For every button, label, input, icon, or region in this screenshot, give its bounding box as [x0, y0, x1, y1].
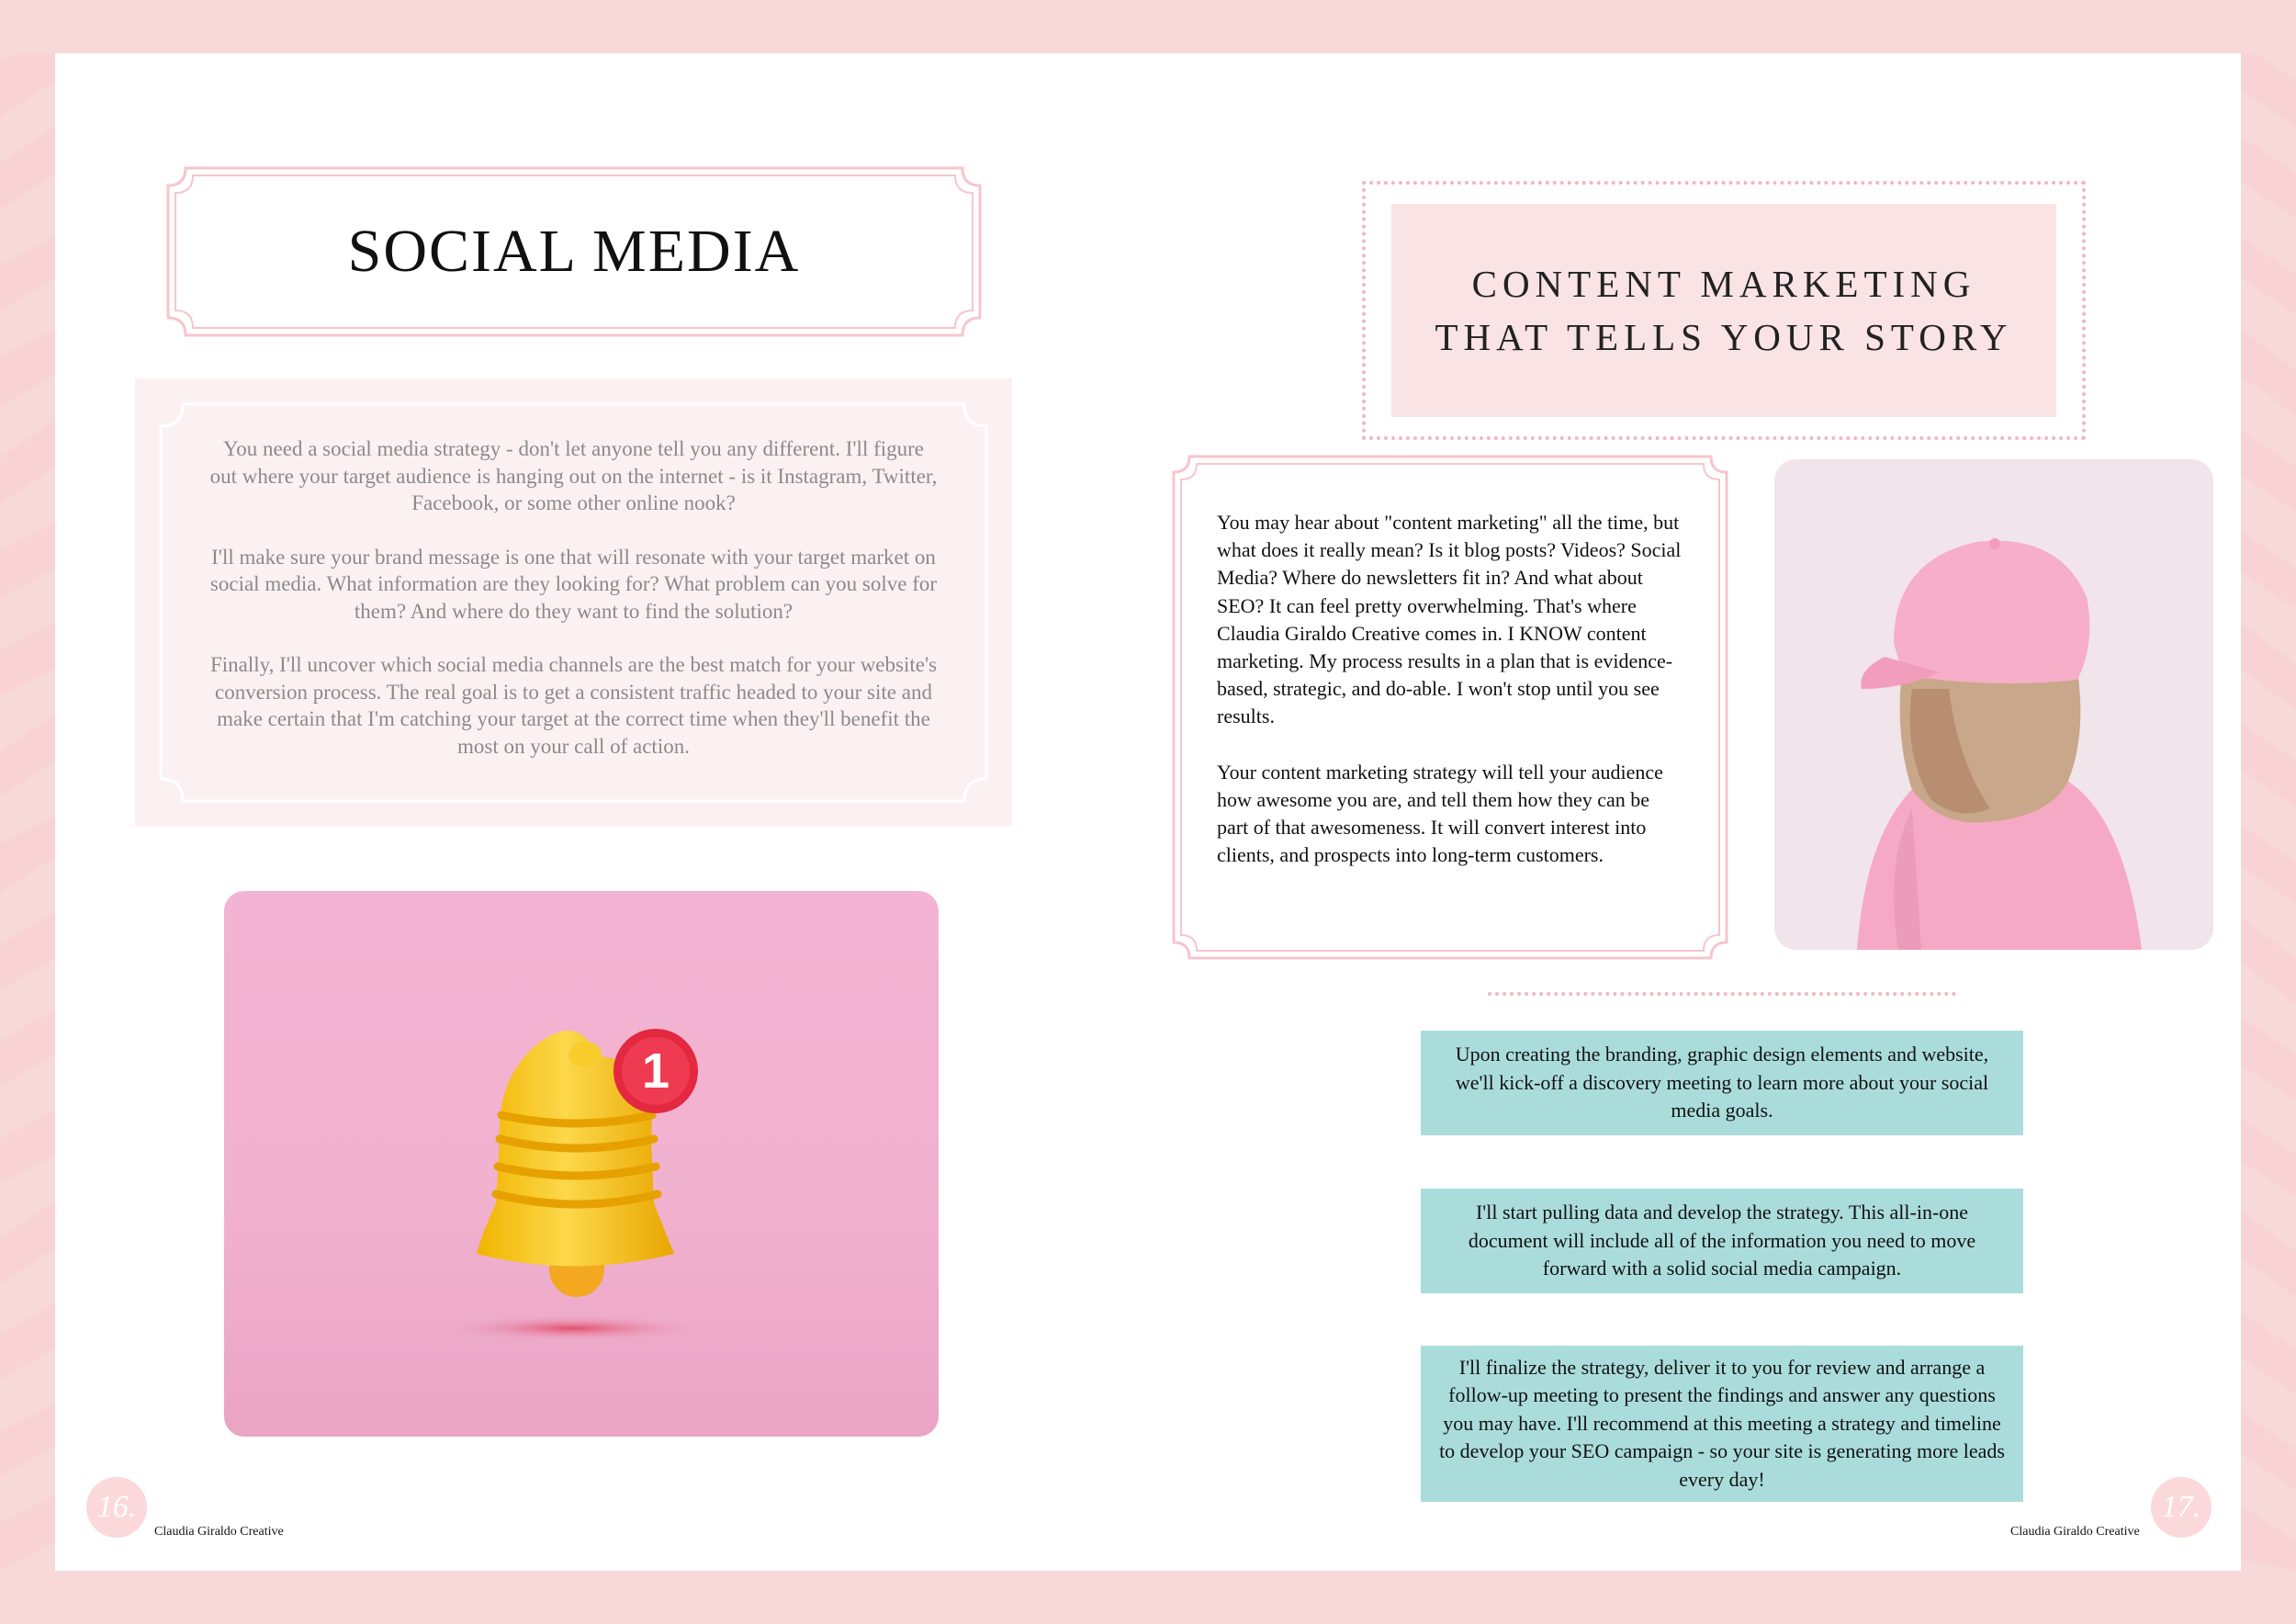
page-number-right: 17.	[2151, 1477, 2212, 1538]
woman-pink-cap-photo	[1774, 459, 2213, 950]
content-marketing-paragraphs	[1217, 509, 1685, 897]
social-media-body-box	[135, 378, 1012, 827]
social-media-paragraph: Finally, I'll uncover which social media channels are the best match for your website's conversion process. The real goal is to get a consistent traffic headed to your site and make certain that I'm catching your target at the correct time when they'll benefit the most on your call of action.	[209, 653, 938, 758]
page-number-left: 16.	[86, 1477, 147, 1538]
footer-brand-right: Claudia Giraldo Creative	[2010, 1525, 2140, 1539]
footer-brand-left: Claudia Giraldo Creative	[154, 1525, 284, 1539]
social-media-title-frame	[165, 165, 983, 338]
content-marketing-paragraph: Your content marketing strategy will tell your audience how awesome you are, and tell them how they can be part of that awesomeness. It will convert interest into clients, and prospects into long-term customers.	[1217, 760, 1663, 867]
content-marketing-paragraph: You may hear about "content marketing" all the time, but what does it really mean? Is it blog posts? Videos? Social Media? Where do newsletters fit in? And what about SEO? It can feel pretty overwhelming. That's where Claudia Giraldo Creative comes in. I KNOW content marketing. My process results in a plan that is evidence-based, strategic, and do-able. I won't stop until you see results.	[1217, 511, 1682, 728]
dotted-separator	[1488, 992, 1956, 996]
social-media-title: SOCIAL MEDIA	[347, 218, 801, 285]
step-box-2: I'll start pulling data and develop the strategy. This all-in-one document will include all of the information you need to move forward with a solid social media campaign.	[1421, 1189, 2023, 1293]
notification-badge-number: 1	[641, 1043, 670, 1099]
social-media-paragraph: You need a social media strategy - don't let anyone tell you any different. I'll figure out where your target audience is hanging out on the internet - is it Instagram, Twitter, Facebook, or some other online nook?	[209, 437, 938, 514]
right-decorative-stripes	[2241, 53, 2296, 1571]
left-decorative-stripes	[0, 53, 55, 1571]
content-marketing-body-frame	[1171, 454, 1729, 961]
social-media-paragraphs	[208, 435, 939, 786]
content-marketing-title-box	[1391, 204, 2056, 417]
content-marketing-title-line-1: CONTENT MARKETING	[1471, 263, 1976, 305]
social-media-paragraph: I'll make sure your brand message is one that will resonate with your target market on social media. What information are they looking for? What problem can you solve for them? And where do they want to find the solution?	[209, 545, 938, 623]
step-box-1: Upon creating the branding, graphic design elements and website, we'll kick-off a discovery meeting to learn more about your social media goals.	[1421, 1031, 2023, 1135]
content-marketing-title-line-2: THAT TELLS YOUR STORY	[1435, 316, 2013, 358]
step-box-3: I'll finalize the strategy, deliver it to you for review and arrange a follow-up meeting to present the findings and answer any questions you may have. I'll recommend at this meeting a strategy and timeline to develop your SEO campaign - so your site is generating more leads every day!	[1421, 1346, 2023, 1502]
notification-bell-image	[224, 891, 939, 1437]
